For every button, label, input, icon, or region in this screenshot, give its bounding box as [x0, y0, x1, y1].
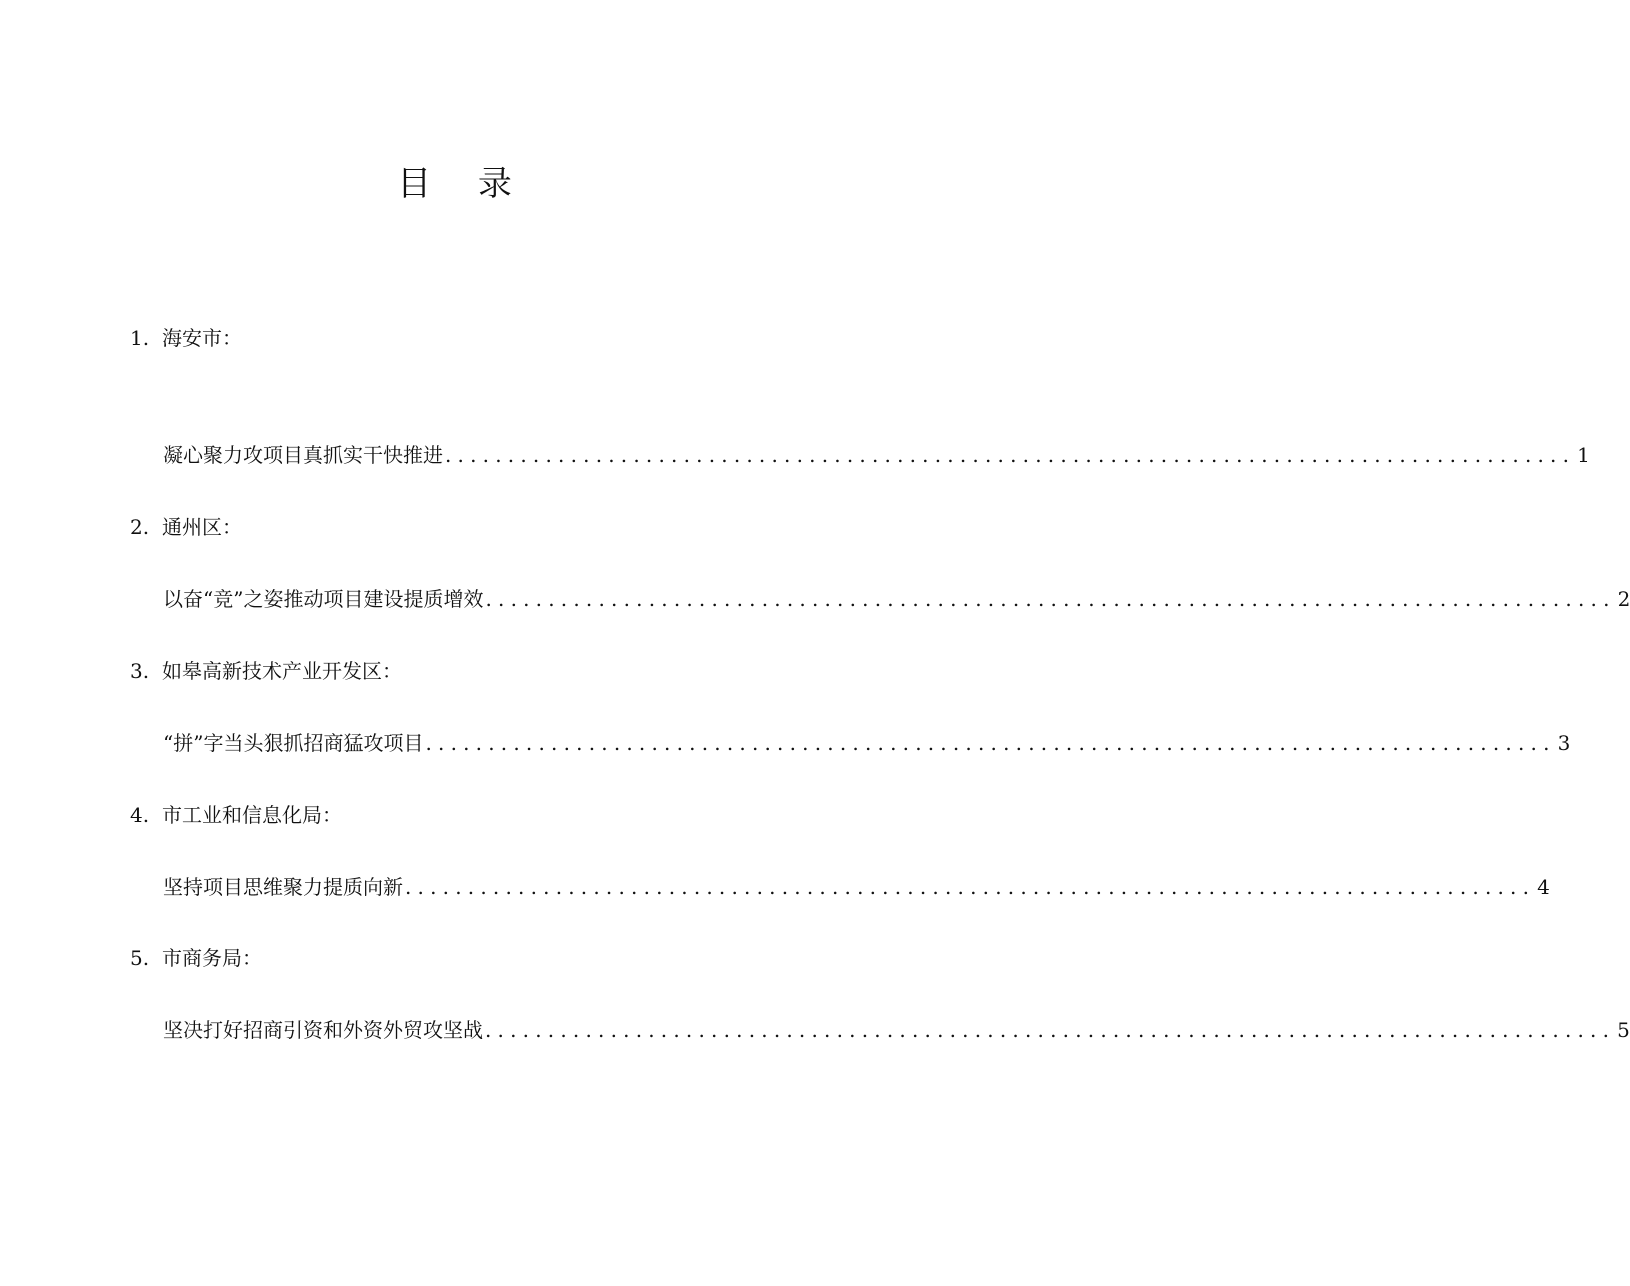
section-number: 4.	[130, 803, 150, 827]
dot-leader: ..........................................................................................	[405, 875, 1536, 899]
dot-leader: ..........................................................................................	[425, 731, 1556, 755]
section-number: 2.	[130, 515, 150, 539]
toc-entry-5[interactable]	[163, 1016, 1630, 1044]
toc-page-number: 5	[1617, 1018, 1630, 1042]
section-number: 5.	[130, 946, 150, 970]
toc-entry-4[interactable]	[163, 873, 1550, 901]
toc-entry-title: 凝心聚力攻项目真抓实干快推进	[163, 443, 443, 467]
toc-title: 目 录	[397, 164, 530, 204]
toc-entry-2[interactable]	[163, 585, 1630, 613]
section-heading-1	[130, 324, 242, 352]
section-heading-label: 市工业和信息化局：	[162, 803, 342, 827]
section-heading-label: 市商务局：	[162, 946, 262, 970]
section-heading-label: 如皋高新技术产业开发区：	[162, 659, 402, 683]
section-heading-3	[130, 657, 402, 685]
toc-entry-title: 以奋“竞”之姿推动项目建设提质增效	[163, 587, 484, 611]
toc-entry-title: 坚持项目思维聚力提质向新	[163, 875, 403, 899]
toc-page-number: 3	[1557, 731, 1571, 755]
toc-entry-1[interactable]	[163, 441, 1590, 469]
section-heading-5	[130, 944, 262, 972]
section-heading-label: 海安市：	[162, 326, 242, 350]
section-heading-2	[130, 513, 242, 541]
section-number: 3.	[130, 659, 150, 683]
section-heading-4	[130, 801, 342, 829]
dot-leader: ..........................................................................................	[485, 587, 1616, 611]
section-number: 1.	[130, 326, 150, 350]
dot-leader: ..........................................................................................	[445, 443, 1576, 467]
section-heading-label: 通州区：	[162, 515, 242, 539]
toc-page-number: 1	[1577, 443, 1590, 467]
toc-entry-3[interactable]	[163, 729, 1571, 757]
toc-page-number: 4	[1537, 875, 1550, 899]
toc-page-number: 2	[1617, 587, 1630, 611]
toc-entry-title: 坚决打好招商引资和外资外贸攻坚战	[163, 1018, 483, 1042]
dot-leader: ..........................................................................................	[485, 1018, 1616, 1042]
toc-entry-title: “拼”字当头狠抓招商猛攻项目	[163, 731, 424, 755]
